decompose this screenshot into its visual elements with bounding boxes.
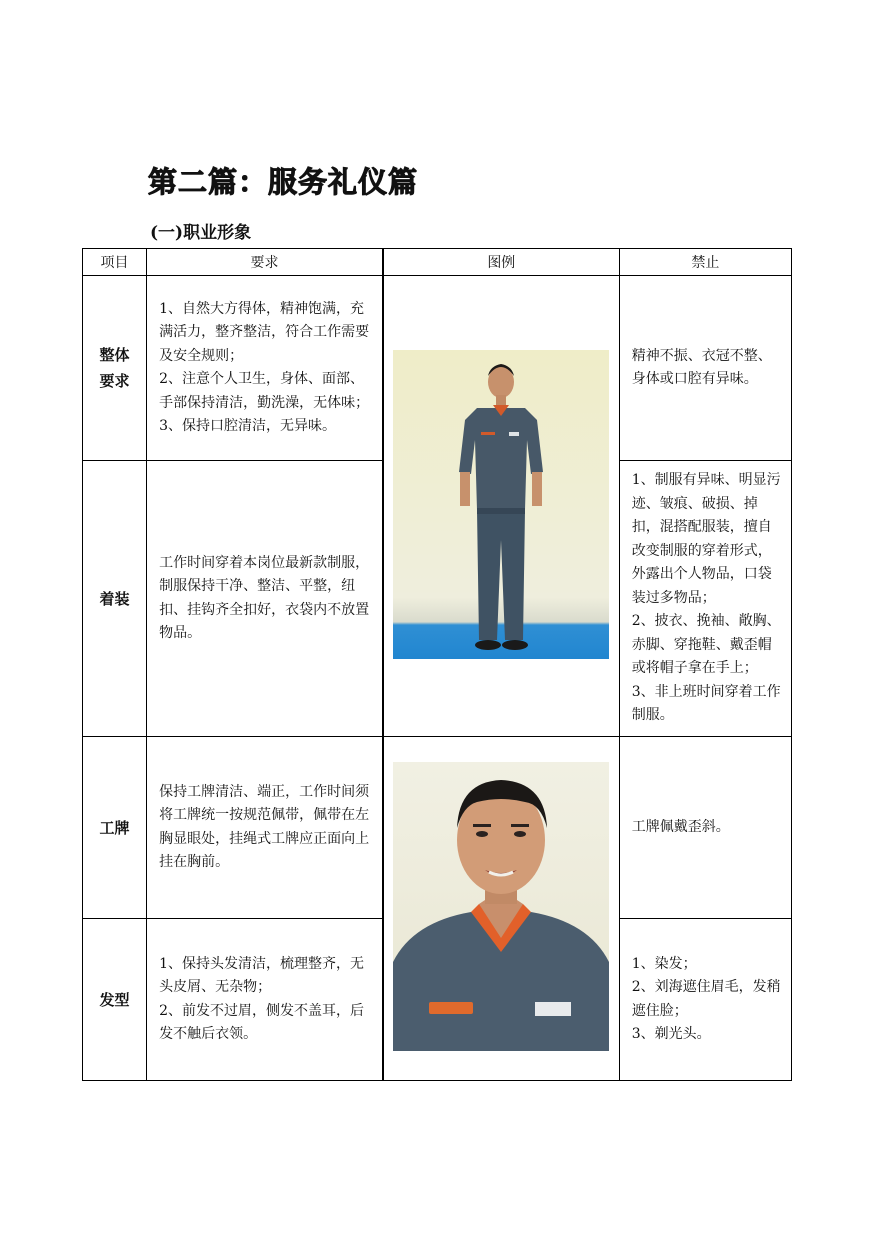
table-header-row — [83, 249, 792, 276]
portrait-photo — [393, 762, 609, 1051]
header-prohibited: 禁止 — [619, 249, 791, 276]
prohibited-cell — [619, 461, 791, 737]
header-requirement: 要求 — [147, 249, 383, 276]
row-item-label — [83, 919, 147, 1081]
etiquette-table — [82, 248, 792, 1081]
prohibited-text: 工牌佩戴歪斜。 — [631, 818, 730, 835]
row-item-label — [83, 737, 147, 919]
row-item-label — [83, 461, 147, 737]
illustration-cell — [383, 276, 619, 737]
requirement-text: 1、自然大方得体，精神饱满，充满活力，整齐整洁，符合工作需要及安全规则； 2、注意个人卫生，身体、面部、手部保持清洁，勤洗澡，无体味； 3、保持口腔清洁，无异味。 — [159, 300, 370, 434]
prohibited-text: 1、制服有异味、明显污迹、皱痕、破损、掉扣，混搭配服装，擅自改变制服的穿着形式，外露出个人物品，口袋装过多物品； 2、披衣、挽袖、敞胸、赤脚、穿拖鞋、戴歪帽或将帽子拿在手上； 3、非上班时间穿着工作制服。 — [631, 472, 781, 724]
requirement-cell — [147, 461, 383, 737]
header-illustration: 图例 — [383, 249, 619, 276]
requirement-text: 1、保持头发清洁，梳理整齐，无头皮屑、无杂物； 2、前发不过眉，侧发不盖耳，后发不触后衣领。 — [159, 955, 364, 1042]
header-item: 项目 — [83, 249, 147, 276]
requirement-cell — [147, 737, 383, 919]
prohibited-cell — [619, 276, 791, 461]
requirement-text: 工作时间穿着本岗位最新款制服，制服保持干净、整洁、平整，纽扣、挂钩齐全扣好，衣袋内不放置物品。 — [159, 554, 370, 641]
prohibited-cell — [619, 737, 791, 919]
prohibited-text: 精神不振、衣冠不整、身体或口腔有异味。 — [631, 347, 772, 387]
row-item-label — [83, 276, 147, 461]
row-item-text: 发型 — [99, 990, 130, 1009]
requirement-text: 保持工牌清洁、端正，工作时间须将工牌统一按规范佩带，佩带在左胸显眼处，挂绳式工牌应正面向上挂在胸前。 — [159, 783, 370, 870]
section-title: (一)职业形象 — [150, 223, 252, 243]
row-item-text: 整体 要求 — [99, 346, 130, 390]
illustration-cell — [383, 737, 619, 1081]
page-title: 第二篇：服务礼仪篇 — [148, 165, 419, 199]
requirement-cell — [147, 276, 383, 461]
row-item-text: 工牌 — [99, 818, 130, 837]
requirement-cell — [147, 919, 383, 1081]
table-row — [83, 276, 792, 461]
row-item-text: 着装 — [99, 589, 130, 608]
prohibited-cell — [619, 919, 791, 1081]
full-body-photo — [393, 350, 609, 659]
table-row — [83, 737, 792, 919]
prohibited-text: 1、染发； 2、刘海遮住眉毛，发稍遮住脸； 3、剃光头。 — [631, 955, 781, 1042]
